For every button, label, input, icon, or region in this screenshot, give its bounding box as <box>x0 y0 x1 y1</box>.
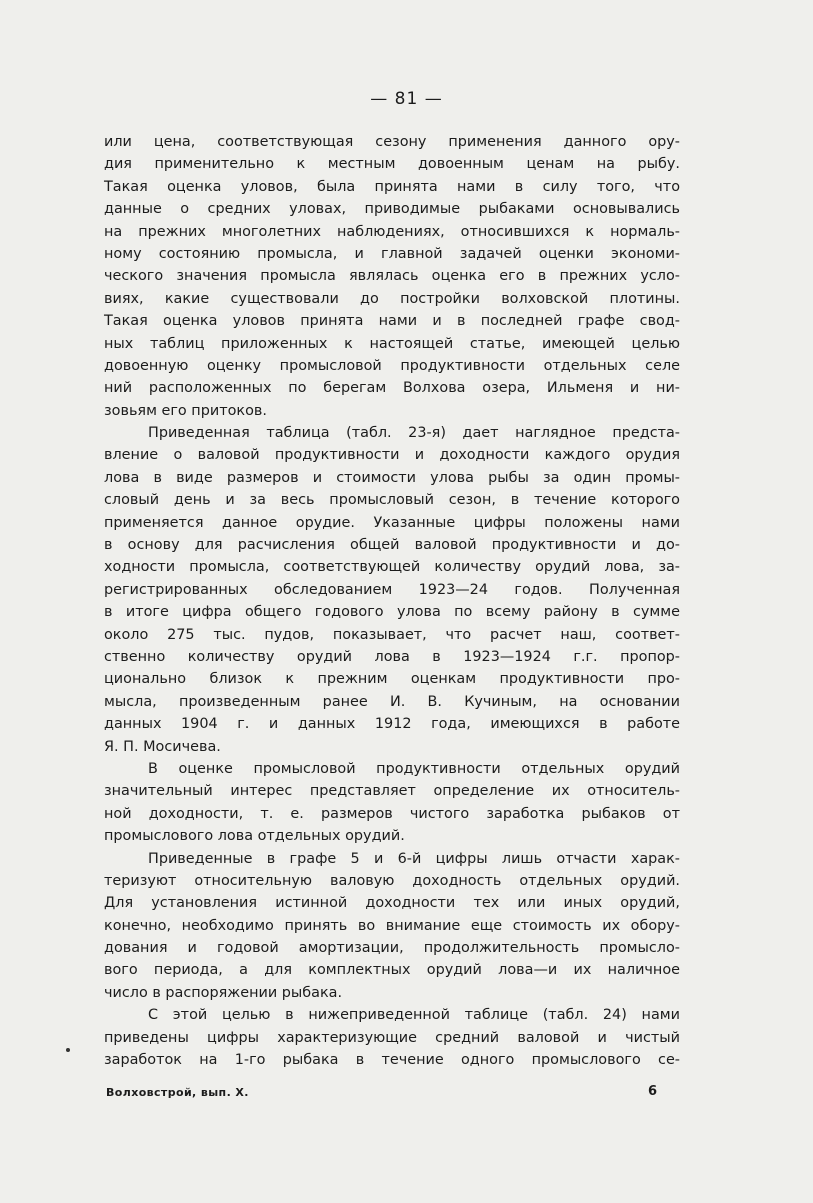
text-line: регистрированных обследованием 1923—24 годов. Полученная <box>104 581 680 598</box>
text-line: вление о валовой продуктивности и доходности каждого орудия <box>104 447 680 464</box>
text-line: в основу для расчисления общей валовой продуктивности и до- <box>104 537 680 554</box>
text-line: мысла, произведенным ранее И. В. Кучиным, на основании <box>104 693 680 710</box>
text-line: заработок на 1-го рыбака в течение одного промыслового се- <box>104 1052 680 1069</box>
text-line: ционально близок к прежним оценкам продуктивности про- <box>104 671 680 688</box>
text-line: ческого значения промысла являлась оценка его в прежних усло- <box>104 268 680 285</box>
text-line: ному состоянию промысла, и главной задачей оценки экономи- <box>104 245 680 262</box>
body-text <box>104 131 680 1071</box>
text-line: С этой целью в нижеприведенной таблице (табл. 24) нами <box>148 1007 680 1024</box>
text-line: на прежних многолетних наблюдениях, относившихся к нормаль- <box>104 223 680 240</box>
text-line: дия применительно к местным довоенным ценам на рыбу. <box>104 156 680 173</box>
text-line: Такая оценка уловов принята нами и в последней графе свод- <box>104 313 680 330</box>
text-line: Приведенные в графе 5 и 6-й цифры лишь отчасти харак- <box>148 850 680 867</box>
footer-publication: Волховстрой, вып. X. <box>106 1086 249 1099</box>
text-line: ных таблиц приложенных к настоящей статье, имеющей целью <box>104 335 680 352</box>
page-number: — 81 — <box>370 89 443 109</box>
text-line: Такая оценка уловов, была принята нами в силу того, что <box>104 178 680 195</box>
text-line: около 275 тыс. пудов, показывает, что расчет наш, соответ- <box>104 626 680 643</box>
footer-signature-number: 6 <box>648 1084 658 1099</box>
text-line: ний расположенных по берегам Волхова озера, Ильменя и ни- <box>104 380 680 397</box>
text-line: промыслового лова отдельных орудий. <box>104 828 405 845</box>
text-line: значительный интерес представляет определение их относитель- <box>104 783 680 800</box>
text-line: применяется данное орудие. Указанные цифры положены нами <box>104 514 680 531</box>
text-line: Приведенная таблица (табл. 23-я) дает наглядное предста- <box>148 425 680 442</box>
text-line: приведены цифры характеризующие средний валовой и чистый <box>104 1029 680 1046</box>
text-line: словый день и за весь промысловый сезон, в течение которого <box>104 492 680 509</box>
text-line: дования и годовой амортизации, продолжительность промысло- <box>104 940 680 957</box>
text-line: ственно количеству орудий лова в 1923—1924 г.г. пропор- <box>104 648 680 665</box>
text-line: или цена, соответствующая сезону применения данного ору- <box>104 134 680 150</box>
text-line: лова в виде размеров и стоимости улова рыбы за один промы- <box>104 469 680 486</box>
text-line: данные о средних уловах, приводимые рыбаками основывались <box>104 201 680 218</box>
text-line: в итоге цифра общего годового улова по всему району в сумме <box>104 604 680 621</box>
text-line: В оценке промысловой продуктивности отдельных орудий <box>148 760 680 777</box>
text-line: число в распоряжении рыбака. <box>104 984 343 1001</box>
text-line: Для установления истинной доходности тех или иных орудий, <box>104 895 680 912</box>
text-line: теризуют относительную валовую доходность отдельных орудий. <box>104 872 680 889</box>
text-line: зовьям его притоков. <box>104 402 267 419</box>
text-line: Я. П. Мосичева. <box>104 738 221 755</box>
text-line: вого периода, а для комплектных орудий лова—и их наличное <box>104 962 680 979</box>
text-line: ной доходности, т. е. размеров чистого заработка рыбаков от <box>104 805 680 822</box>
text-line: данных 1904 г. и данных 1912 года, имеющихся в работе <box>104 716 680 733</box>
print-speck <box>66 1048 70 1052</box>
text-line: конечно, необходимо принять во внимание еще стоимость их обору- <box>104 917 680 934</box>
text-line: виях, какие существовали до постройки волховской плотины. <box>104 290 680 307</box>
text-line: довоенную оценку промысловой продуктивности отдельных селе <box>104 357 680 374</box>
text-line: ходности промысла, соответствующей количеству орудий лова, за- <box>104 559 680 576</box>
